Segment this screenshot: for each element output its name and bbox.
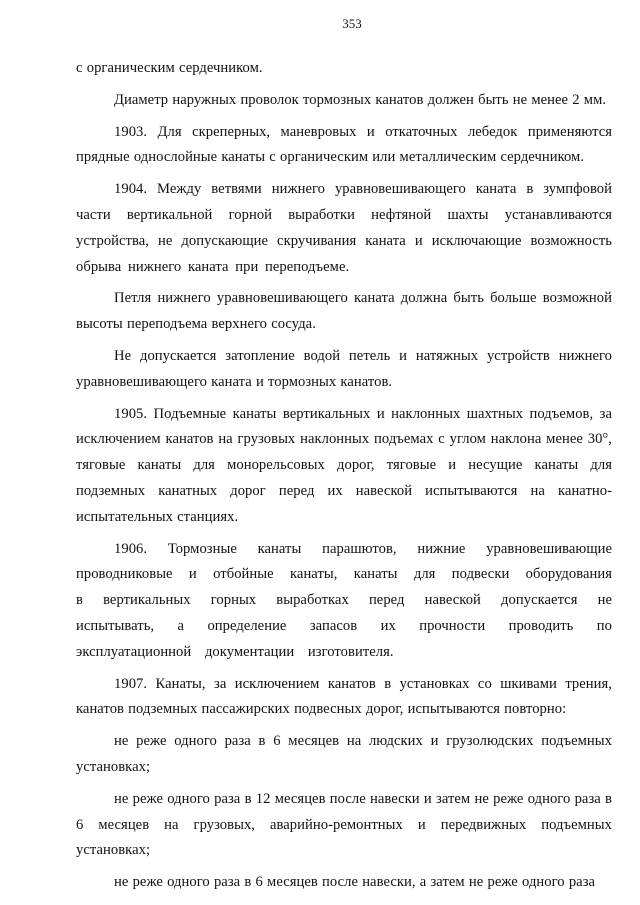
paragraph-flooding: Не допускается затопление водой петель и натяжных устройств нижнего уравновешивающего каната и тормозных канатов. xyxy=(76,347,612,390)
paragraph-loop: Петля нижнего уравновешивающего каната должна быть больше возможной высоты переподъема верхнего сосуда. xyxy=(76,290,612,333)
list-item-12-months-cargo: не реже одного раза в 12 месяцев после навески и затем не реже одного раза в 6 месяцев на грузовых, аварийно-ремонтных и передвижных подъемных установках; xyxy=(76,790,612,859)
paragraph-1904: 1904. Между ветвями нижнего уравновешивающего каната в зумпфовой части вертикальной горной выработки нефтяной шахты устанавливаются устройства, не допускающие скручивания каната и исключающие возможность обрыва нижнего каната при переподъеме. xyxy=(76,181,612,275)
list-item-6-months-people: не реже одного раза в 6 месяцев на людских и грузолюдских подъемных установках; xyxy=(76,733,612,775)
paragraph-continuation: с органическим сердечником. xyxy=(76,60,263,76)
paragraph-1905: 1905. Подъемные канаты вертикальных и наклонных шахтных подъемов, за исключением канатов на грузовых наклонных подъемах с углом наклона менее 30°, тяговые канаты для монорельсовых дорог, тяговые и несущие канаты для подземных канатных дорог перед их навеской испытываются на канатно-испытательных станциях. xyxy=(76,405,612,525)
paragraph-1907: 1907. Канаты, за исключением канатов в установках со шкивами трения, канатов подземных пассажирских подвесных дорог, испытываются повторно: xyxy=(76,675,612,718)
paragraph-1906: 1906. Тормозные канаты парашютов, нижние уравновешивающие проводниковые и отбойные канаты, канаты для подвески оборудования в вертикальных горных выработках перед навеской допускается не испытывать, а определение запасов их прочности проводить по эксплуатационной документации изготовителя. xyxy=(76,540,612,660)
page-number: 353 xyxy=(342,16,362,31)
paragraph-1903: 1903. Для скреперных, маневровых и откаточных лебедок применяются прядные однослойные канаты с органическим или металлическим сердечником. xyxy=(76,123,612,166)
paragraph-wire-diameter: Диаметр наружных проволок тормозных канатов должен быть не менее 2 мм. xyxy=(114,91,607,108)
list-item-6-months-after-installation: не реже одного раза в 6 месяцев после навески, а затем не реже одного раза xyxy=(114,874,596,891)
